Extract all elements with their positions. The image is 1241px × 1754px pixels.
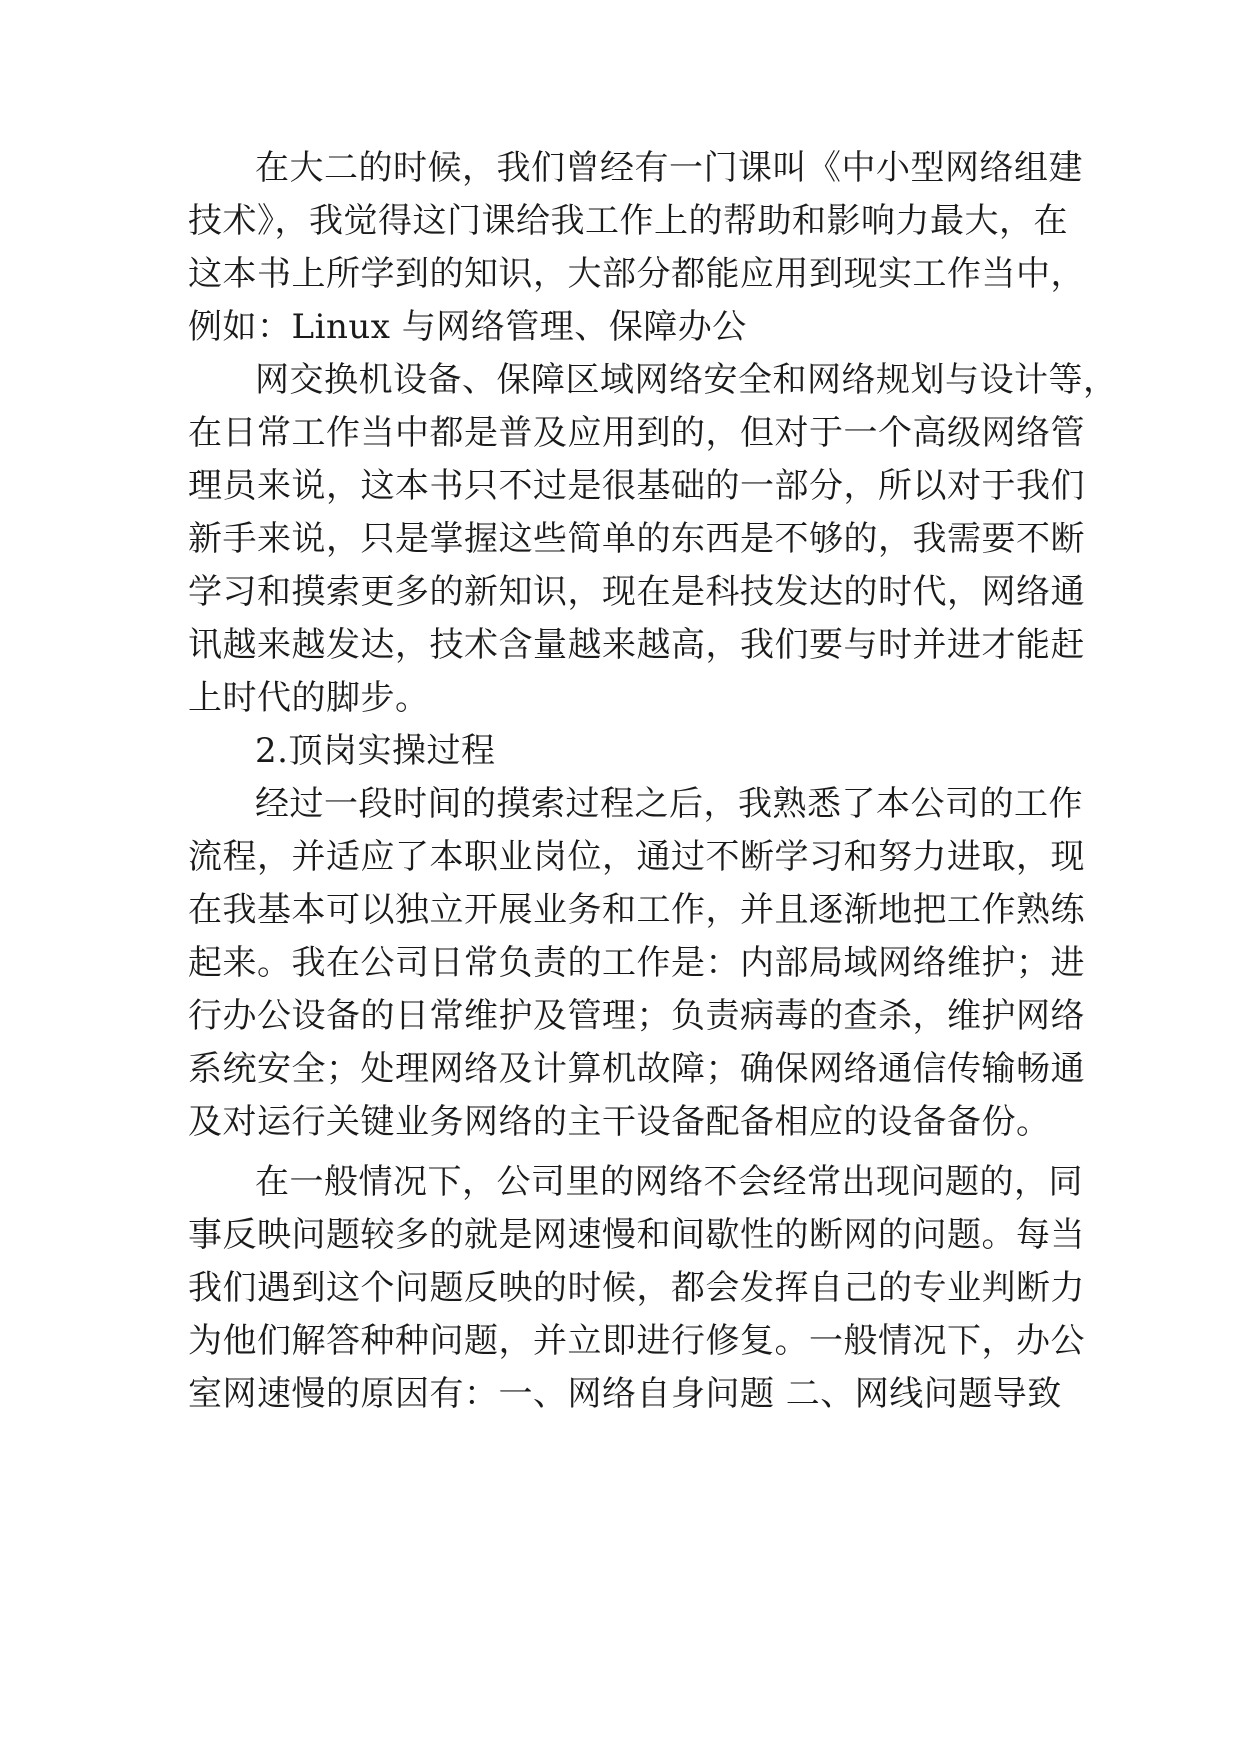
paragraph-line: 在我基本可以独立开展业务和工作，并且逐渐地把工作熟练 [188,890,1085,930]
paragraph-line: 讯越来越发达，技术含量越来越高，我们要与时并进才能赶 [188,625,1085,665]
paragraph-line: 理员来说，这本书只不过是很基础的一部分，所以对于我们 [188,466,1085,506]
paragraph-line: 在大二的时候，我们曾经有一门课叫《中小型网络组建 [255,148,1083,188]
paragraph-line: 系统安全；处理网络及计算机故障；确保网络通信传输畅通 [188,1049,1085,1089]
paragraph-line: 这本书上所学到的知识，大部分都能应用到现实工作当中， [188,254,1085,294]
paragraph-line: 学习和摸索更多的新知识，现在是科技发达的时代，网络通 [188,572,1085,612]
paragraph-line: 为他们解答种种问题，并立即进行修复。一般情况下，办公 [188,1321,1085,1361]
section-heading: 2.顶岗实操过程 [255,731,496,771]
paragraph-line: 网交换机设备、保障区域网络安全和网络规划与设计等， [255,360,1118,400]
paragraph-line: 行办公设备的日常维护及管理；负责病毒的查杀，维护网络 [188,996,1085,1036]
paragraph-line: 起来。我在公司日常负责的工作是：内部局域网络维护；进 [188,943,1085,983]
paragraph-line: 例如：Linux 与网络管理、保障办公 [188,307,747,347]
paragraph-line: 上时代的脚步。 [188,678,430,718]
paragraph-line: 在日常工作当中都是普及应用到的，但对于一个高级网络管 [188,413,1085,453]
paragraph-line: 新手来说，只是掌握这些简单的东西是不够的，我需要不断 [188,519,1085,559]
paragraph-line: 技术》，我觉得这门课给我工作上的帮助和影响力最大，在 [188,201,1068,241]
paragraph-line: 我们遇到这个问题反映的时候，都会发挥自己的专业判断力 [188,1268,1085,1308]
paragraph-line: 及对运行关键业务网络的主干设备配备相应的设备备份。 [188,1102,1051,1142]
paragraph-line: 流程，并适应了本职业岗位，通过不断学习和努力进取，现 [188,837,1085,877]
paragraph-line: 在一般情况下，公司里的网络不会经常出现问题的，同 [255,1162,1083,1202]
paragraph-line: 事反映问题较多的就是网速慢和间歇性的断网的问题。每当 [188,1215,1085,1255]
paragraph-line: 室网速慢的原因有：一、网络自身问题 二、网线问题导致 [188,1374,1062,1414]
paragraph-line: 经过一段时间的摸索过程之后，我熟悉了本公司的工作 [255,784,1083,824]
